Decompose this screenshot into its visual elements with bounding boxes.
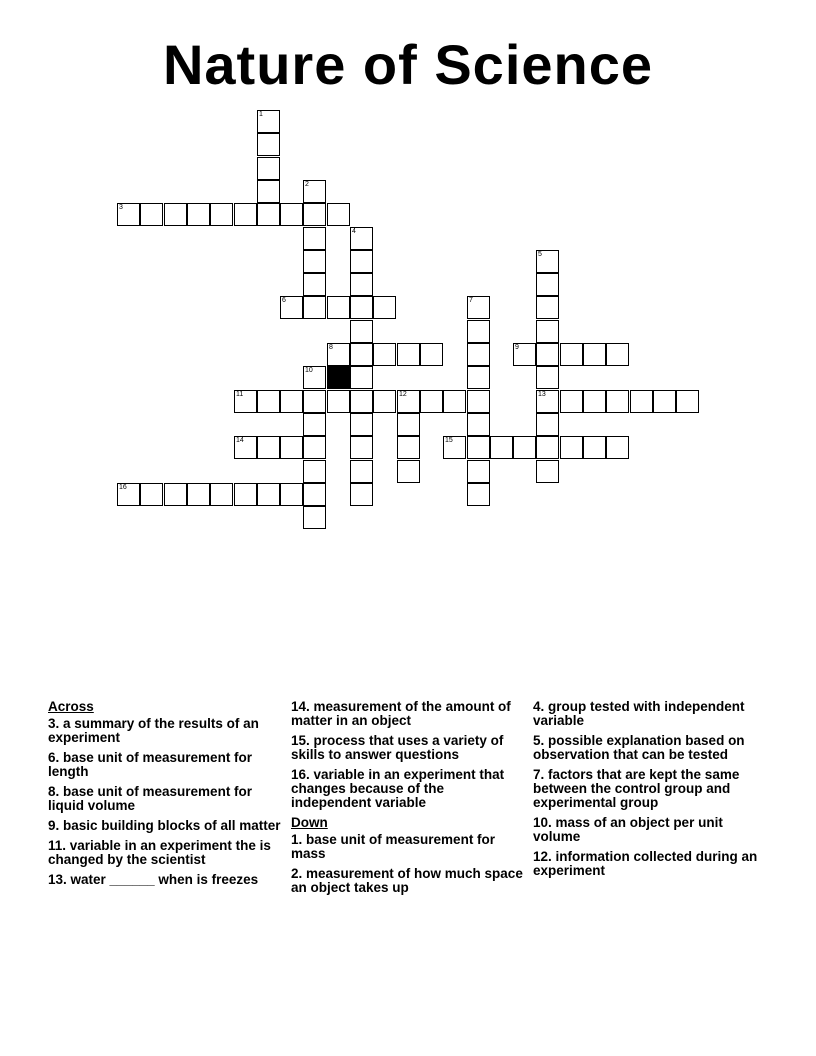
- grid-cell[interactable]: [140, 483, 163, 506]
- grid-cell[interactable]: [303, 227, 326, 250]
- grid-cell[interactable]: [373, 296, 396, 319]
- cell-number: 9: [515, 344, 519, 351]
- grid-cell[interactable]: [350, 460, 373, 483]
- cell-number: 12: [399, 391, 407, 398]
- grid-cell[interactable]: [373, 390, 396, 413]
- grid-cell[interactable]: [467, 390, 490, 413]
- across-clue: [48, 717, 284, 745]
- grid-cell[interactable]: [210, 203, 233, 226]
- grid-cell[interactable]: [257, 483, 280, 506]
- grid-cell[interactable]: [676, 390, 699, 413]
- grid-cell[interactable]: [350, 366, 373, 389]
- grid-cell[interactable]: [257, 110, 280, 133]
- cell-number: 4: [352, 228, 356, 235]
- clue-number: 7.: [533, 767, 549, 782]
- clue-number: 9.: [48, 818, 64, 833]
- grid-cell[interactable]: [327, 296, 350, 319]
- grid-cell[interactable]: [257, 436, 280, 459]
- page-title: Nature of Science: [162, 33, 654, 96]
- grid-cell[interactable]: [397, 390, 420, 413]
- clue-number: 13.: [48, 872, 71, 887]
- clue-number: 6.: [48, 750, 64, 765]
- black-square: [327, 366, 350, 389]
- grid-cell[interactable]: [583, 436, 606, 459]
- grid-cell[interactable]: [536, 460, 559, 483]
- grid-cell[interactable]: [257, 390, 280, 413]
- cell-number: 3: [119, 204, 123, 211]
- grid-cell[interactable]: [280, 296, 303, 319]
- grid-cell[interactable]: [257, 157, 280, 180]
- grid-cell[interactable]: [350, 343, 373, 366]
- cell-number: 7: [469, 297, 473, 304]
- grid-cell[interactable]: [560, 343, 583, 366]
- grid-cell[interactable]: [303, 390, 326, 413]
- grid-cell[interactable]: [606, 390, 629, 413]
- grid-cell[interactable]: [234, 390, 257, 413]
- clue-number: 16.: [291, 767, 314, 782]
- grid-cell[interactable]: [653, 390, 676, 413]
- grid-cell[interactable]: [327, 343, 350, 366]
- cell-number: 6: [282, 297, 286, 304]
- clue-number: 14.: [291, 699, 314, 714]
- clue-text: base unit of measurement for liquid volume: [48, 784, 253, 813]
- grid-cell[interactable]: [467, 366, 490, 389]
- clue-text: group tested with independent variable: [533, 699, 745, 728]
- cell-number: 10: [305, 367, 313, 374]
- grid-cell[interactable]: [280, 436, 303, 459]
- clue-text: variable in an experiment the is changed by the scientist: [48, 838, 271, 867]
- grid-cell[interactable]: [630, 390, 653, 413]
- clue-text: basic building blocks of all matter: [63, 818, 281, 833]
- clue-number: 1.: [291, 832, 307, 847]
- clue-column-2: [291, 700, 527, 901]
- grid-cell[interactable]: [140, 203, 163, 226]
- grid-cell[interactable]: [303, 436, 326, 459]
- clue-number: 15.: [291, 733, 314, 748]
- grid-cell[interactable]: [257, 180, 280, 203]
- down-clue: [533, 768, 769, 810]
- down-clue: [533, 816, 769, 844]
- grid-cell[interactable]: [234, 483, 257, 506]
- grid-cell[interactable]: [467, 343, 490, 366]
- grid-cell[interactable]: [536, 390, 559, 413]
- grid-cell[interactable]: [327, 203, 350, 226]
- clue-column-3: [533, 700, 769, 884]
- grid-cell[interactable]: [303, 460, 326, 483]
- grid-cell[interactable]: [420, 390, 443, 413]
- clue-number: 12.: [533, 849, 556, 864]
- grid-cell[interactable]: [303, 413, 326, 436]
- clue-text: information collected during an experiment: [533, 849, 758, 878]
- grid-cell[interactable]: [397, 413, 420, 436]
- clue-text: factors that are kept the same between the control group and experimental group: [533, 767, 740, 810]
- down-clue: [291, 833, 527, 861]
- grid-cell[interactable]: [560, 436, 583, 459]
- grid-cell[interactable]: [490, 436, 513, 459]
- grid-cell[interactable]: [257, 133, 280, 156]
- across-clue: [48, 839, 284, 867]
- grid-cell[interactable]: [560, 390, 583, 413]
- grid-cell[interactable]: [280, 483, 303, 506]
- grid-cell[interactable]: [467, 413, 490, 436]
- grid-cell[interactable]: [467, 483, 490, 506]
- down-clue: [533, 700, 769, 728]
- across-clue: [291, 768, 527, 810]
- grid-cell[interactable]: [303, 180, 326, 203]
- down-heading: Down: [291, 815, 328, 830]
- grid-cell[interactable]: [350, 250, 373, 273]
- across-clue: [291, 734, 527, 762]
- grid-cell[interactable]: [303, 203, 326, 226]
- grid-cell[interactable]: [257, 203, 280, 226]
- grid-cell[interactable]: [467, 296, 490, 319]
- across-clue: [48, 751, 284, 779]
- across-heading: Across: [48, 699, 94, 714]
- grid-cell[interactable]: [397, 436, 420, 459]
- down-clue: [533, 734, 769, 762]
- clue-text: measurement of how much space an object takes up: [291, 866, 523, 895]
- grid-cell[interactable]: [373, 343, 396, 366]
- grid-cell[interactable]: [536, 296, 559, 319]
- grid-cell[interactable]: [397, 343, 420, 366]
- grid-cell[interactable]: [536, 320, 559, 343]
- clue-text: measurement of the amount of matter in an object: [291, 699, 511, 728]
- grid-cell[interactable]: [280, 203, 303, 226]
- across-clue: [48, 873, 284, 887]
- cell-number: 14: [236, 437, 244, 444]
- grid-cell[interactable]: [187, 483, 210, 506]
- grid-cell[interactable]: [536, 366, 559, 389]
- cell-number: 1: [259, 111, 263, 118]
- clue-number: 8.: [48, 784, 64, 799]
- cell-number: 15: [445, 437, 453, 444]
- grid-cell[interactable]: [467, 460, 490, 483]
- grid-cell[interactable]: [350, 320, 373, 343]
- clue-number: 5.: [533, 733, 549, 748]
- grid-cell[interactable]: [443, 436, 466, 459]
- grid-cell[interactable]: [583, 390, 606, 413]
- grid-cell[interactable]: [420, 343, 443, 366]
- grid-cell[interactable]: [117, 483, 140, 506]
- grid-cell[interactable]: [536, 413, 559, 436]
- grid-cell[interactable]: [536, 250, 559, 273]
- cell-number: 5: [538, 251, 542, 258]
- down-clue: [533, 850, 769, 878]
- cell-number: 2: [305, 181, 309, 188]
- clue-column-1: [48, 700, 284, 893]
- grid-cell[interactable]: [187, 203, 210, 226]
- grid-cell[interactable]: [350, 436, 373, 459]
- grid-cell[interactable]: [234, 203, 257, 226]
- cell-number: 11: [236, 391, 244, 398]
- grid-cell[interactable]: [606, 436, 629, 459]
- grid-cell[interactable]: [350, 413, 373, 436]
- clue-number: 3.: [48, 716, 64, 731]
- grid-cell[interactable]: [210, 483, 233, 506]
- grid-cell[interactable]: [234, 436, 257, 459]
- down-clue: [291, 867, 527, 895]
- grid-cell[interactable]: [303, 273, 326, 296]
- clue-number: 11.: [48, 838, 70, 853]
- clue-text: a summary of the results of an experiment: [48, 716, 259, 745]
- grid-cell[interactable]: [117, 203, 140, 226]
- grid-cell[interactable]: [397, 460, 420, 483]
- clue-text: base unit of measurement for length: [48, 750, 253, 779]
- grid-cell[interactable]: [164, 483, 187, 506]
- cell-number: 13: [538, 391, 546, 398]
- grid-cell[interactable]: [303, 366, 326, 389]
- grid-cell[interactable]: [467, 320, 490, 343]
- clue-number: 10.: [533, 815, 556, 830]
- grid-cell[interactable]: [303, 250, 326, 273]
- grid-cell[interactable]: [303, 296, 326, 319]
- grid-cell[interactable]: [327, 390, 350, 413]
- grid-cell[interactable]: [350, 273, 373, 296]
- grid-cell[interactable]: [513, 343, 536, 366]
- across-clue: [48, 819, 284, 833]
- grid-cell[interactable]: [280, 390, 303, 413]
- grid-cell[interactable]: [513, 436, 536, 459]
- clue-text: process that uses a variety of skills to answer questions: [291, 733, 504, 762]
- grid-cell[interactable]: [350, 227, 373, 250]
- clue-text: base unit of measurement for mass: [291, 832, 496, 861]
- grid-cell[interactable]: [443, 390, 466, 413]
- grid-cell[interactable]: [164, 203, 187, 226]
- clue-text: water ______ when is freezes: [70, 872, 259, 887]
- grid-cell[interactable]: [536, 436, 559, 459]
- clue-text: possible explanation based on observation that can be tested: [533, 733, 745, 762]
- across-clue: [48, 785, 284, 813]
- grid-cell[interactable]: [303, 506, 326, 529]
- grid-cell[interactable]: [350, 296, 373, 319]
- grid-cell[interactable]: [583, 343, 606, 366]
- clue-text: variable in an experiment that changes because of the independent variable: [291, 767, 505, 810]
- clue-number: 4.: [533, 699, 549, 714]
- cell-number: 8: [329, 344, 333, 351]
- grid-cell[interactable]: [350, 390, 373, 413]
- cell-number: 16: [119, 484, 127, 491]
- grid-cell[interactable]: [303, 483, 326, 506]
- clue-text: mass of an object per unit volume: [533, 815, 723, 844]
- grid-cell[interactable]: [536, 273, 559, 296]
- grid-cell[interactable]: [350, 483, 373, 506]
- grid-cell[interactable]: [467, 436, 490, 459]
- grid-cell[interactable]: [536, 343, 559, 366]
- grid-cell[interactable]: [606, 343, 629, 366]
- clue-number: 2.: [291, 866, 307, 881]
- across-clue: [291, 700, 527, 728]
